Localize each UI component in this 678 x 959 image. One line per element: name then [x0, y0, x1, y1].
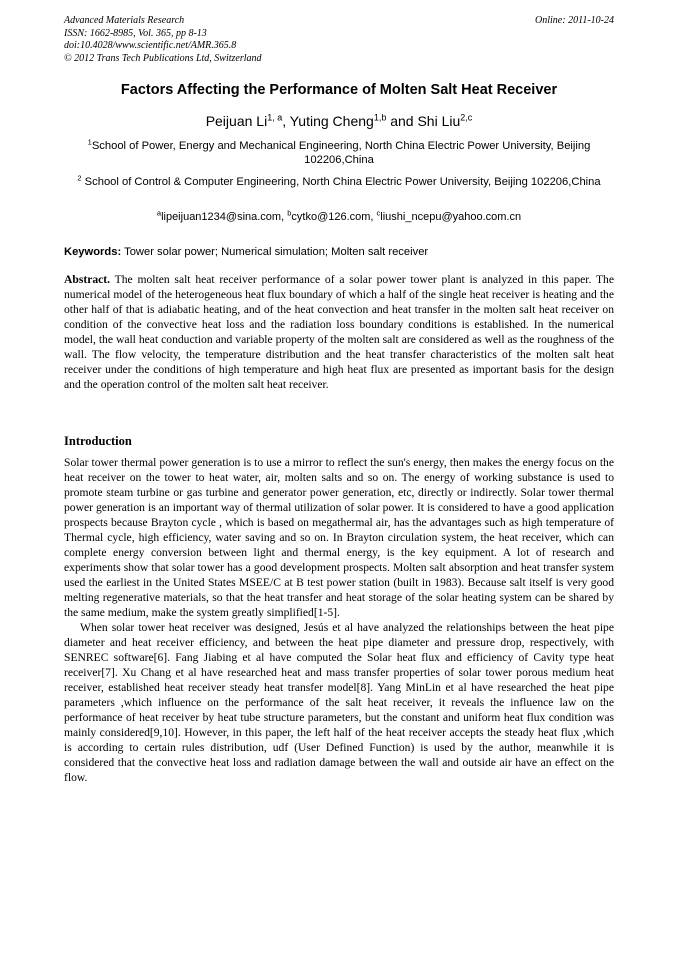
doi-line: doi:10.4028/www.scientific.net/AMR.365.8 — [64, 40, 237, 51]
paper-title: Factors Affecting the Performance of Molten Salt Heat Receiver — [120, 82, 558, 98]
abstract-label: Abstract. — [64, 273, 111, 286]
email-mark: a — [156, 208, 162, 218]
email-address: liushi_ncepu@yahoo.com.cn — [380, 211, 522, 223]
affiliation-mark: 1 — [87, 137, 92, 147]
author-affiliation-mark: 2,c — [460, 112, 473, 123]
author-name: Peijuan Li — [205, 113, 268, 129]
email-mark: c — [376, 208, 381, 218]
introduction-paragraph: Solar tower thermal power generation is to use a mirror to reflect the sun's energy, then makes the energy focus on the heat receiver on the tower to heat water, air, molten salts and so on. The energy of working substance is used to promote steam turbine or gas turbine and generator power generation, etc, directly or indirectly. Solar tower thermal power generation is an important way of thermal utilization of solar power. It is considered to have a good application prospects because Brayton cycle , which is based on megathermal air, has the advantages such as high temperature of Thermal cycle, high efficiency, water saving and so on. In Brayton circulation system, the heat receiver, which can complete energy conversion between light and thermal energy, is the key equipment. A lot of research and experiments show that solar tower has a good development prospects. Molten salt absorption and heat transfer system used the earliest in the United States MSEE/C at B test power station (built in 1983). Because salt itself is very good melting regenerative materials, so that the heat transfer and heat storage of the solar heating system can be shared by the same medium, make the system greatly simplified[1-5]. — [64, 456, 614, 619]
introduction-paragraph: When solar tower heat receiver was designed, Jesús et al have analyzed the relationships between the heat pipe diameter and heat receiver efficiency, and between the heat pipe diameter and pressure drop, respectively, with SENREC software[6]. Fang Jiabing et al have computed the Solar heat flux and efficiency of Cavity type heat receiver[7]. Xu Chang et al have researched heat and mass transfer properties of solar tower porous medium heat receiver, established heat receiver steady heat transfer model[8]. Yang MinLin et al have researched the heat pipe parameters ,which influence on the performance of the salt heat receiver, it reveals the influence law on the performance of heat receiver by heat tube structure parameters, but the constant and uniform heat flux condition was mainly considered[9,10]. However, in this paper, the left half of the heat receiver accepts the steady heat flux ,which is according to certain rules distribution, udf (User Defined Function) is used by the author, meanwhile it is considered that the convective heat loss and radiation damage between the wall and outside air have an effect on the flow. — [64, 621, 614, 784]
email-separator: , — [281, 211, 288, 223]
keywords-text: Tower solar power; Numerical simulation; Molten salt receiver — [121, 246, 429, 258]
abstract-text: The molten salt heat receiver performance of a solar power tower plant is analyzed in this paper. The numerical model of the heterogeneous heat flux boundary of which a half of the single heat receiver is heating and the other half of that is adiabatic heating, and of the heat convection and heat transfer in the molten salt heat receiver on condition of the convective heat loss and the radiation loss boundary conditions is established. In the numerical model, the wall heat conduction and variable property of the molten salt are considered as well as the roughness of the wall. The flow velocity, the temperature distribution and the heat transfer characteristics of the molten salt heat receiver under the conditions of high temperature and high heat flux are presented as important basis for the design and the operation control of the molten salt heat receiver. — [64, 273, 614, 391]
email-mark: b — [287, 208, 292, 218]
affiliation-text: School of Control & Computer Engineering, North China Electric Power University, Beijing 102206,China — [81, 176, 601, 188]
author-separator: and — [386, 113, 418, 129]
keywords-label: Keywords: — [64, 246, 122, 258]
introduction-section — [64, 455, 614, 785]
issn-line: ISSN: 1662-8985, Vol. 365, pp 8-13 — [64, 27, 207, 39]
affiliation-mark: 2 — [77, 173, 82, 183]
email-address: lipeijuan1234@sina.com — [161, 211, 282, 223]
affiliation-text: School of Power, Energy and Mechanical Engineering, North China Electric Power University, Beijing 102206,China — [91, 140, 591, 166]
author-name: Yuting Cheng — [289, 113, 374, 129]
affiliation-1 — [70, 139, 608, 167]
author-separator: , — [282, 113, 290, 129]
abstract-section — [64, 272, 614, 392]
online-date: Online: 2011-10-24 — [535, 15, 614, 26]
journal-header — [64, 15, 262, 65]
email-separator: , — [370, 211, 377, 223]
copyright-line: © 2012 Trans Tech Publications Ltd, Switzerland — [64, 52, 262, 64]
email-list — [40, 210, 638, 224]
keywords-section — [64, 245, 614, 259]
affiliation-2 — [70, 175, 608, 189]
author-affiliation-mark: 1,b — [373, 112, 387, 123]
introduction-heading: Introduction — [64, 434, 132, 448]
author-affiliation-mark: 1, a — [267, 112, 283, 123]
author-name: Shi Liu — [417, 113, 461, 129]
author-list — [40, 112, 638, 130]
email-address: cytko@126.com — [291, 211, 371, 223]
journal-name: Advanced Materials Research — [64, 15, 185, 26]
